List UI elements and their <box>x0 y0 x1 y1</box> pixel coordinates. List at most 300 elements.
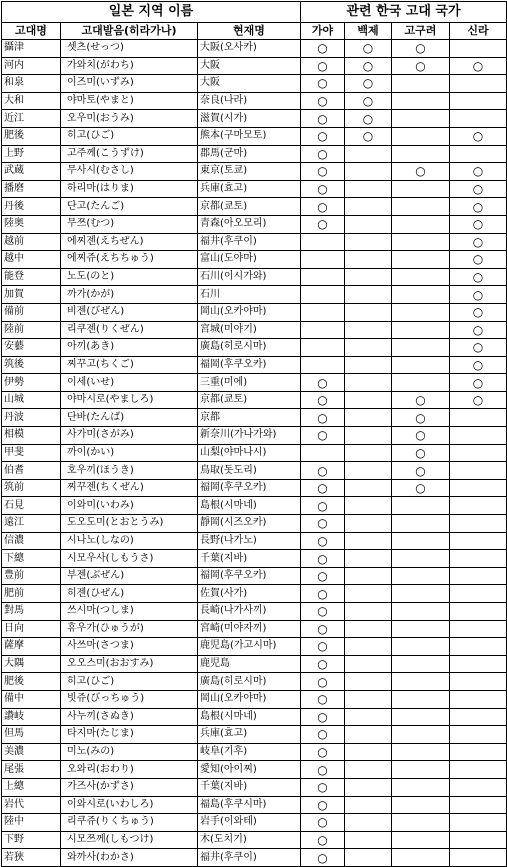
circle-mark: ○ <box>317 94 328 109</box>
cell-gaya <box>301 321 345 339</box>
table-row <box>2 57 507 75</box>
cell-goguryeo <box>392 515 450 533</box>
cell-baekje <box>345 620 392 638</box>
cell-silla <box>450 57 507 75</box>
cell-goguryeo <box>392 268 450 286</box>
cell-silla <box>450 655 507 673</box>
table-row <box>2 814 507 832</box>
cell-modern-name: 京都 <box>198 409 301 427</box>
circle-mark: ○ <box>317 692 328 707</box>
cell-reading: 고주께(こうずけ) <box>61 145 198 163</box>
cell-baekje <box>345 532 392 550</box>
cell-gaya <box>301 233 345 251</box>
cell-modern-name: 鹿児島(가고시마) <box>198 638 301 656</box>
cell-reading: 사쓰마(さつま) <box>61 638 198 656</box>
circle-mark: ○ <box>317 129 328 144</box>
table-row <box>2 391 507 409</box>
cell-baekje <box>345 163 392 181</box>
circle-mark: ○ <box>317 797 328 812</box>
table-row <box>2 831 507 849</box>
cell-silla <box>450 743 507 761</box>
cell-reading: 까가(かが) <box>61 286 198 304</box>
circle-mark: ○ <box>317 709 328 724</box>
cell-baekje <box>345 215 392 233</box>
cell-goguryeo <box>392 75 450 93</box>
cell-reading: 비젠(びぜん) <box>61 303 198 321</box>
circle-mark: ○ <box>415 481 426 496</box>
cell-silla <box>450 110 507 128</box>
cell-ancient-name: 大隅 <box>2 655 61 673</box>
cell-baekje <box>345 145 392 163</box>
cell-baekje <box>345 814 392 832</box>
circle-mark: ○ <box>472 305 484 320</box>
table-row <box>2 743 507 761</box>
cell-goguryeo <box>392 427 450 445</box>
cell-modern-name: 石川 <box>198 286 301 304</box>
cell-baekje <box>345 655 392 673</box>
cell-ancient-name: 河内 <box>2 57 61 75</box>
circle-mark: ○ <box>317 780 328 795</box>
cell-goguryeo <box>392 391 450 409</box>
cell-modern-name: 愛知(아이찌) <box>198 761 301 779</box>
cell-silla <box>450 215 507 233</box>
cell-ancient-name: 但馬 <box>2 726 61 744</box>
cell-goguryeo <box>392 655 450 673</box>
cell-gaya <box>301 286 345 304</box>
cell-silla <box>450 761 507 779</box>
cell-reading: 셋츠(せっつ) <box>61 40 198 58</box>
cell-baekje <box>345 585 392 603</box>
cell-reading: 사누끼(さぬき) <box>61 708 198 726</box>
cell-ancient-name: 近江 <box>2 110 61 128</box>
circle-mark: ○ <box>317 375 328 390</box>
cell-ancient-name: 日向 <box>2 620 61 638</box>
table-row <box>2 620 507 638</box>
cell-baekje <box>345 92 392 110</box>
cell-reading: 쓰시마(つしま) <box>61 603 198 621</box>
cell-goguryeo <box>392 57 450 75</box>
col-header-ancient: 고대명 <box>2 23 61 40</box>
cell-reading: 오우미(おうみ) <box>61 110 198 128</box>
cell-goguryeo <box>392 233 450 251</box>
cell-gaya <box>301 75 345 93</box>
col-header-silla: 신라 <box>450 23 507 40</box>
cell-silla <box>450 339 507 357</box>
cell-gaya <box>301 303 345 321</box>
cell-ancient-name: 上總 <box>2 778 61 796</box>
cell-reading: 노도(のと) <box>61 268 198 286</box>
table-row <box>2 778 507 796</box>
cell-baekje <box>345 690 392 708</box>
circle-mark: ○ <box>472 375 484 390</box>
cell-ancient-name: 伯耆 <box>2 462 61 480</box>
cell-reading: 이세(いせ) <box>61 374 198 392</box>
cell-gaya <box>301 831 345 849</box>
table-row <box>2 409 507 427</box>
cell-reading: 이즈미(いずみ) <box>61 75 198 93</box>
cell-modern-name: 大阪 <box>198 75 301 93</box>
cell-goguryeo <box>392 251 450 269</box>
table-row <box>2 515 507 533</box>
cell-ancient-name: 遠江 <box>2 515 61 533</box>
cell-silla <box>450 163 507 181</box>
cell-baekje <box>345 374 392 392</box>
cell-modern-name: 福岡(후쿠오카) <box>198 479 301 497</box>
circle-mark: ○ <box>472 252 484 267</box>
cell-reading: 부젠(ぶぜん) <box>61 567 198 585</box>
circle-mark: ○ <box>415 41 426 56</box>
table-row <box>2 603 507 621</box>
cell-goguryeo <box>392 532 450 550</box>
circle-mark: ○ <box>472 322 484 337</box>
circle-mark: ○ <box>472 340 484 355</box>
circle-mark: ○ <box>317 551 328 566</box>
table-row <box>2 251 507 269</box>
col-header-baekje: 백제 <box>345 23 392 40</box>
circle-mark: ○ <box>317 410 328 425</box>
circle-mark: ○ <box>472 129 484 144</box>
cell-gaya <box>301 690 345 708</box>
cell-gaya <box>301 145 345 163</box>
circle-mark: ○ <box>415 164 426 179</box>
table-row <box>2 427 507 445</box>
cell-gaya <box>301 778 345 796</box>
cell-modern-name: 木(도치기) <box>198 831 301 849</box>
cell-reading: 야마토(やまと) <box>61 92 198 110</box>
circle-mark: ○ <box>317 850 328 865</box>
table-row <box>2 796 507 814</box>
circle-mark: ○ <box>317 762 328 777</box>
table-row <box>2 286 507 304</box>
cell-modern-name: 廣島(히로시마) <box>198 673 301 691</box>
cell-baekje <box>345 849 392 867</box>
cell-reading: 히고(ひご) <box>61 673 198 691</box>
cell-modern-name: 千葉(지바) <box>198 778 301 796</box>
cell-reading: 리쿠쥬(りくちゅう) <box>61 814 198 832</box>
cell-modern-name: 靜岡(시즈오카) <box>198 515 301 533</box>
cell-goguryeo <box>392 198 450 216</box>
cell-gaya <box>301 708 345 726</box>
cell-ancient-name: 肥後 <box>2 127 61 145</box>
circle-mark: ○ <box>317 164 328 179</box>
cell-gaya <box>301 268 345 286</box>
cell-modern-name: 大阪(오사카) <box>198 40 301 58</box>
cell-baekje <box>345 391 392 409</box>
cell-baekje <box>345 479 392 497</box>
column-header-row <box>2 23 507 40</box>
cell-ancient-name: 尾張 <box>2 761 61 779</box>
cell-silla <box>450 444 507 462</box>
cell-reading: 하리마(はりま) <box>61 180 198 198</box>
table-row <box>2 462 507 480</box>
table-row <box>2 761 507 779</box>
circle-mark: ○ <box>317 745 328 760</box>
cell-silla <box>450 479 507 497</box>
cell-reading: 히젠(ひぜん) <box>61 585 198 603</box>
cell-baekje <box>345 409 392 427</box>
cell-modern-name: 新奈川(가나가와) <box>198 427 301 445</box>
cell-ancient-name: 石見 <box>2 497 61 515</box>
table-row <box>2 180 507 198</box>
cell-modern-name: 岡山(오카야마) <box>198 303 301 321</box>
cell-gaya <box>301 215 345 233</box>
cell-ancient-name: 豊前 <box>2 567 61 585</box>
cell-goguryeo <box>392 796 450 814</box>
table-row <box>2 497 507 515</box>
cell-silla <box>450 690 507 708</box>
cell-goguryeo <box>392 479 450 497</box>
cell-ancient-name: 備中 <box>2 690 61 708</box>
cell-silla <box>450 303 507 321</box>
circle-mark: ○ <box>317 569 328 584</box>
table-row <box>2 145 507 163</box>
cell-reading: 리쿠젠(りくぜん) <box>61 321 198 339</box>
cell-goguryeo <box>392 690 450 708</box>
cell-modern-name: 郡馬(군마) <box>198 145 301 163</box>
cell-ancient-name: 讚岐 <box>2 708 61 726</box>
cell-goguryeo <box>392 145 450 163</box>
cell-gaya <box>301 462 345 480</box>
cell-reading: 단고(たんご) <box>61 198 198 216</box>
cell-ancient-name: 信濃 <box>2 532 61 550</box>
cell-reading: 가와치(がわち) <box>61 57 198 75</box>
cell-goguryeo <box>392 620 450 638</box>
cell-modern-name: 岐阜(기후) <box>198 743 301 761</box>
table-row <box>2 550 507 568</box>
cell-baekje <box>345 303 392 321</box>
cell-gaya <box>301 391 345 409</box>
cell-modern-name: 長崎(나가사끼) <box>198 603 301 621</box>
circle-mark: ○ <box>472 217 484 232</box>
circle-mark: ○ <box>415 445 426 460</box>
cell-goguryeo <box>392 356 450 374</box>
cell-baekje <box>345 180 392 198</box>
cell-goguryeo <box>392 726 450 744</box>
circle-mark: ○ <box>317 111 328 126</box>
table-row <box>2 585 507 603</box>
cell-goguryeo <box>392 339 450 357</box>
cell-baekje <box>345 444 392 462</box>
cell-goguryeo <box>392 831 450 849</box>
cell-reading: 타지마(たじま) <box>61 726 198 744</box>
circle-mark: ○ <box>317 604 328 619</box>
cell-reading: 시나노(しなの) <box>61 532 198 550</box>
cell-gaya <box>301 92 345 110</box>
circle-mark: ○ <box>362 58 374 73</box>
cell-goguryeo <box>392 215 450 233</box>
cell-reading: 이와미(いわみ) <box>61 497 198 515</box>
cell-goguryeo <box>392 497 450 515</box>
cell-goguryeo <box>392 303 450 321</box>
cell-modern-name: 岩手(이와테) <box>198 814 301 832</box>
cell-baekje <box>345 778 392 796</box>
cell-modern-name: 大阪 <box>198 57 301 75</box>
circle-mark: ○ <box>415 428 426 443</box>
cell-ancient-name: 武蔵 <box>2 163 61 181</box>
cell-silla <box>450 620 507 638</box>
cell-silla <box>450 778 507 796</box>
cell-modern-name: 福岡(후쿠오카) <box>198 567 301 585</box>
table-row <box>2 374 507 392</box>
cell-goguryeo <box>392 127 450 145</box>
cell-modern-name: 島根(시마네) <box>198 708 301 726</box>
cell-baekje <box>345 515 392 533</box>
cell-reading: 아끼(あき) <box>61 339 198 357</box>
cell-reading: 도오도미(とおとうみ) <box>61 515 198 533</box>
cell-ancient-name: 備前 <box>2 303 61 321</box>
cell-gaya <box>301 550 345 568</box>
cell-goguryeo <box>392 743 450 761</box>
cell-baekje <box>345 462 392 480</box>
table-row <box>2 532 507 550</box>
circle-mark: ○ <box>317 498 328 513</box>
cell-ancient-name: 丹後 <box>2 198 61 216</box>
cell-goguryeo <box>392 321 450 339</box>
cell-silla <box>450 40 507 58</box>
cell-gaya <box>301 567 345 585</box>
cell-baekje <box>345 673 392 691</box>
circle-mark: ○ <box>362 129 374 144</box>
cell-baekje <box>345 356 392 374</box>
cell-gaya <box>301 532 345 550</box>
circle-mark: ○ <box>415 393 426 408</box>
cell-reading: 오오스미(おおすみ) <box>61 655 198 673</box>
cell-ancient-name: 伊勢 <box>2 374 61 392</box>
cell-baekje <box>345 110 392 128</box>
circle-mark: ○ <box>362 111 374 126</box>
cell-silla <box>450 92 507 110</box>
cell-goguryeo <box>392 40 450 58</box>
table-row <box>2 726 507 744</box>
circle-mark: ○ <box>472 58 484 73</box>
cell-gaya <box>301 57 345 75</box>
cell-ancient-name: 丹波 <box>2 409 61 427</box>
circle-mark: ○ <box>317 146 328 161</box>
cell-silla <box>450 462 507 480</box>
cell-silla <box>450 515 507 533</box>
cell-reading: 호우끼(ほうき) <box>61 462 198 480</box>
table-row <box>2 163 507 181</box>
cell-goguryeo <box>392 849 450 867</box>
cell-baekje <box>345 339 392 357</box>
cell-ancient-name: 若狹 <box>2 849 61 867</box>
cell-baekje <box>345 40 392 58</box>
circle-mark: ○ <box>415 463 426 478</box>
cell-baekje <box>345 57 392 75</box>
circle-mark: ○ <box>362 94 374 109</box>
cell-silla <box>450 427 507 445</box>
cell-ancient-name: 肥前 <box>2 585 61 603</box>
circle-mark: ○ <box>415 410 426 425</box>
cell-silla <box>450 708 507 726</box>
cell-ancient-name: 陸中 <box>2 814 61 832</box>
cell-gaya <box>301 409 345 427</box>
circle-mark: ○ <box>317 182 328 197</box>
cell-gaya <box>301 479 345 497</box>
col-header-gaya: 가야 <box>301 23 345 40</box>
cell-baekje <box>345 286 392 304</box>
cell-ancient-name: 下野 <box>2 831 61 849</box>
cell-baekje <box>345 726 392 744</box>
cell-modern-name: 京都(쿄토) <box>198 391 301 409</box>
col-header-modern: 현재명 <box>198 23 301 40</box>
cell-reading: 단바(たんば) <box>61 409 198 427</box>
cell-ancient-name: 對馬 <box>2 603 61 621</box>
cell-baekje <box>345 550 392 568</box>
circle-mark: ○ <box>317 428 328 443</box>
cell-gaya <box>301 198 345 216</box>
cell-modern-name: 岡山(오카야마) <box>198 690 301 708</box>
cell-ancient-name: 筑後 <box>2 356 61 374</box>
cell-reading: 와까사(わかさ) <box>61 849 198 867</box>
cell-modern-name: 福島(후쿠시마) <box>198 796 301 814</box>
cell-gaya <box>301 638 345 656</box>
circle-mark: ○ <box>362 76 374 91</box>
table-row <box>2 444 507 462</box>
cell-modern-name: 島根(시마네) <box>198 497 301 515</box>
circle-mark: ○ <box>317 727 328 742</box>
cell-ancient-name: 山城 <box>2 391 61 409</box>
cell-silla <box>450 233 507 251</box>
cell-modern-name: 廣島(히로시마) <box>198 339 301 357</box>
cell-silla <box>450 726 507 744</box>
cell-goguryeo <box>392 708 450 726</box>
cell-baekje <box>345 638 392 656</box>
cell-gaya <box>301 585 345 603</box>
circle-mark: ○ <box>317 833 328 848</box>
cell-goguryeo <box>392 603 450 621</box>
cell-modern-name: 鳥取(돗도리) <box>198 462 301 480</box>
cell-baekje <box>345 708 392 726</box>
cell-gaya <box>301 761 345 779</box>
cell-gaya <box>301 110 345 128</box>
cell-gaya <box>301 497 345 515</box>
cell-goguryeo <box>392 778 450 796</box>
cell-baekje <box>345 831 392 849</box>
cell-modern-name: 東京(토쿄) <box>198 163 301 181</box>
table-row <box>2 849 507 867</box>
table-row <box>2 690 507 708</box>
cell-ancient-name: 加賀 <box>2 286 61 304</box>
cell-reading: 히고(ひご) <box>61 127 198 145</box>
cell-ancient-name: 能登 <box>2 268 61 286</box>
cell-silla <box>450 374 507 392</box>
cell-baekje <box>345 761 392 779</box>
cell-baekje <box>345 198 392 216</box>
table-row <box>2 673 507 691</box>
cell-ancient-name: 大和 <box>2 92 61 110</box>
circle-mark: ○ <box>317 199 328 214</box>
cell-modern-name: 福井(후쿠이) <box>198 233 301 251</box>
cell-silla <box>450 145 507 163</box>
cell-reading: 휴우가(ひゅうが) <box>61 620 198 638</box>
table-row <box>2 303 507 321</box>
table-row <box>2 92 507 110</box>
cell-ancient-name: 相模 <box>2 427 61 445</box>
table-row <box>2 233 507 251</box>
cell-gaya <box>301 444 345 462</box>
cell-goguryeo <box>392 92 450 110</box>
cell-gaya <box>301 603 345 621</box>
table-row <box>2 708 507 726</box>
circle-mark: ○ <box>317 533 328 548</box>
cell-silla <box>450 638 507 656</box>
cell-goguryeo <box>392 761 450 779</box>
cell-modern-name: 佐賀(사가) <box>198 585 301 603</box>
cell-gaya <box>301 814 345 832</box>
cell-goguryeo <box>392 286 450 304</box>
table-row <box>2 75 507 93</box>
